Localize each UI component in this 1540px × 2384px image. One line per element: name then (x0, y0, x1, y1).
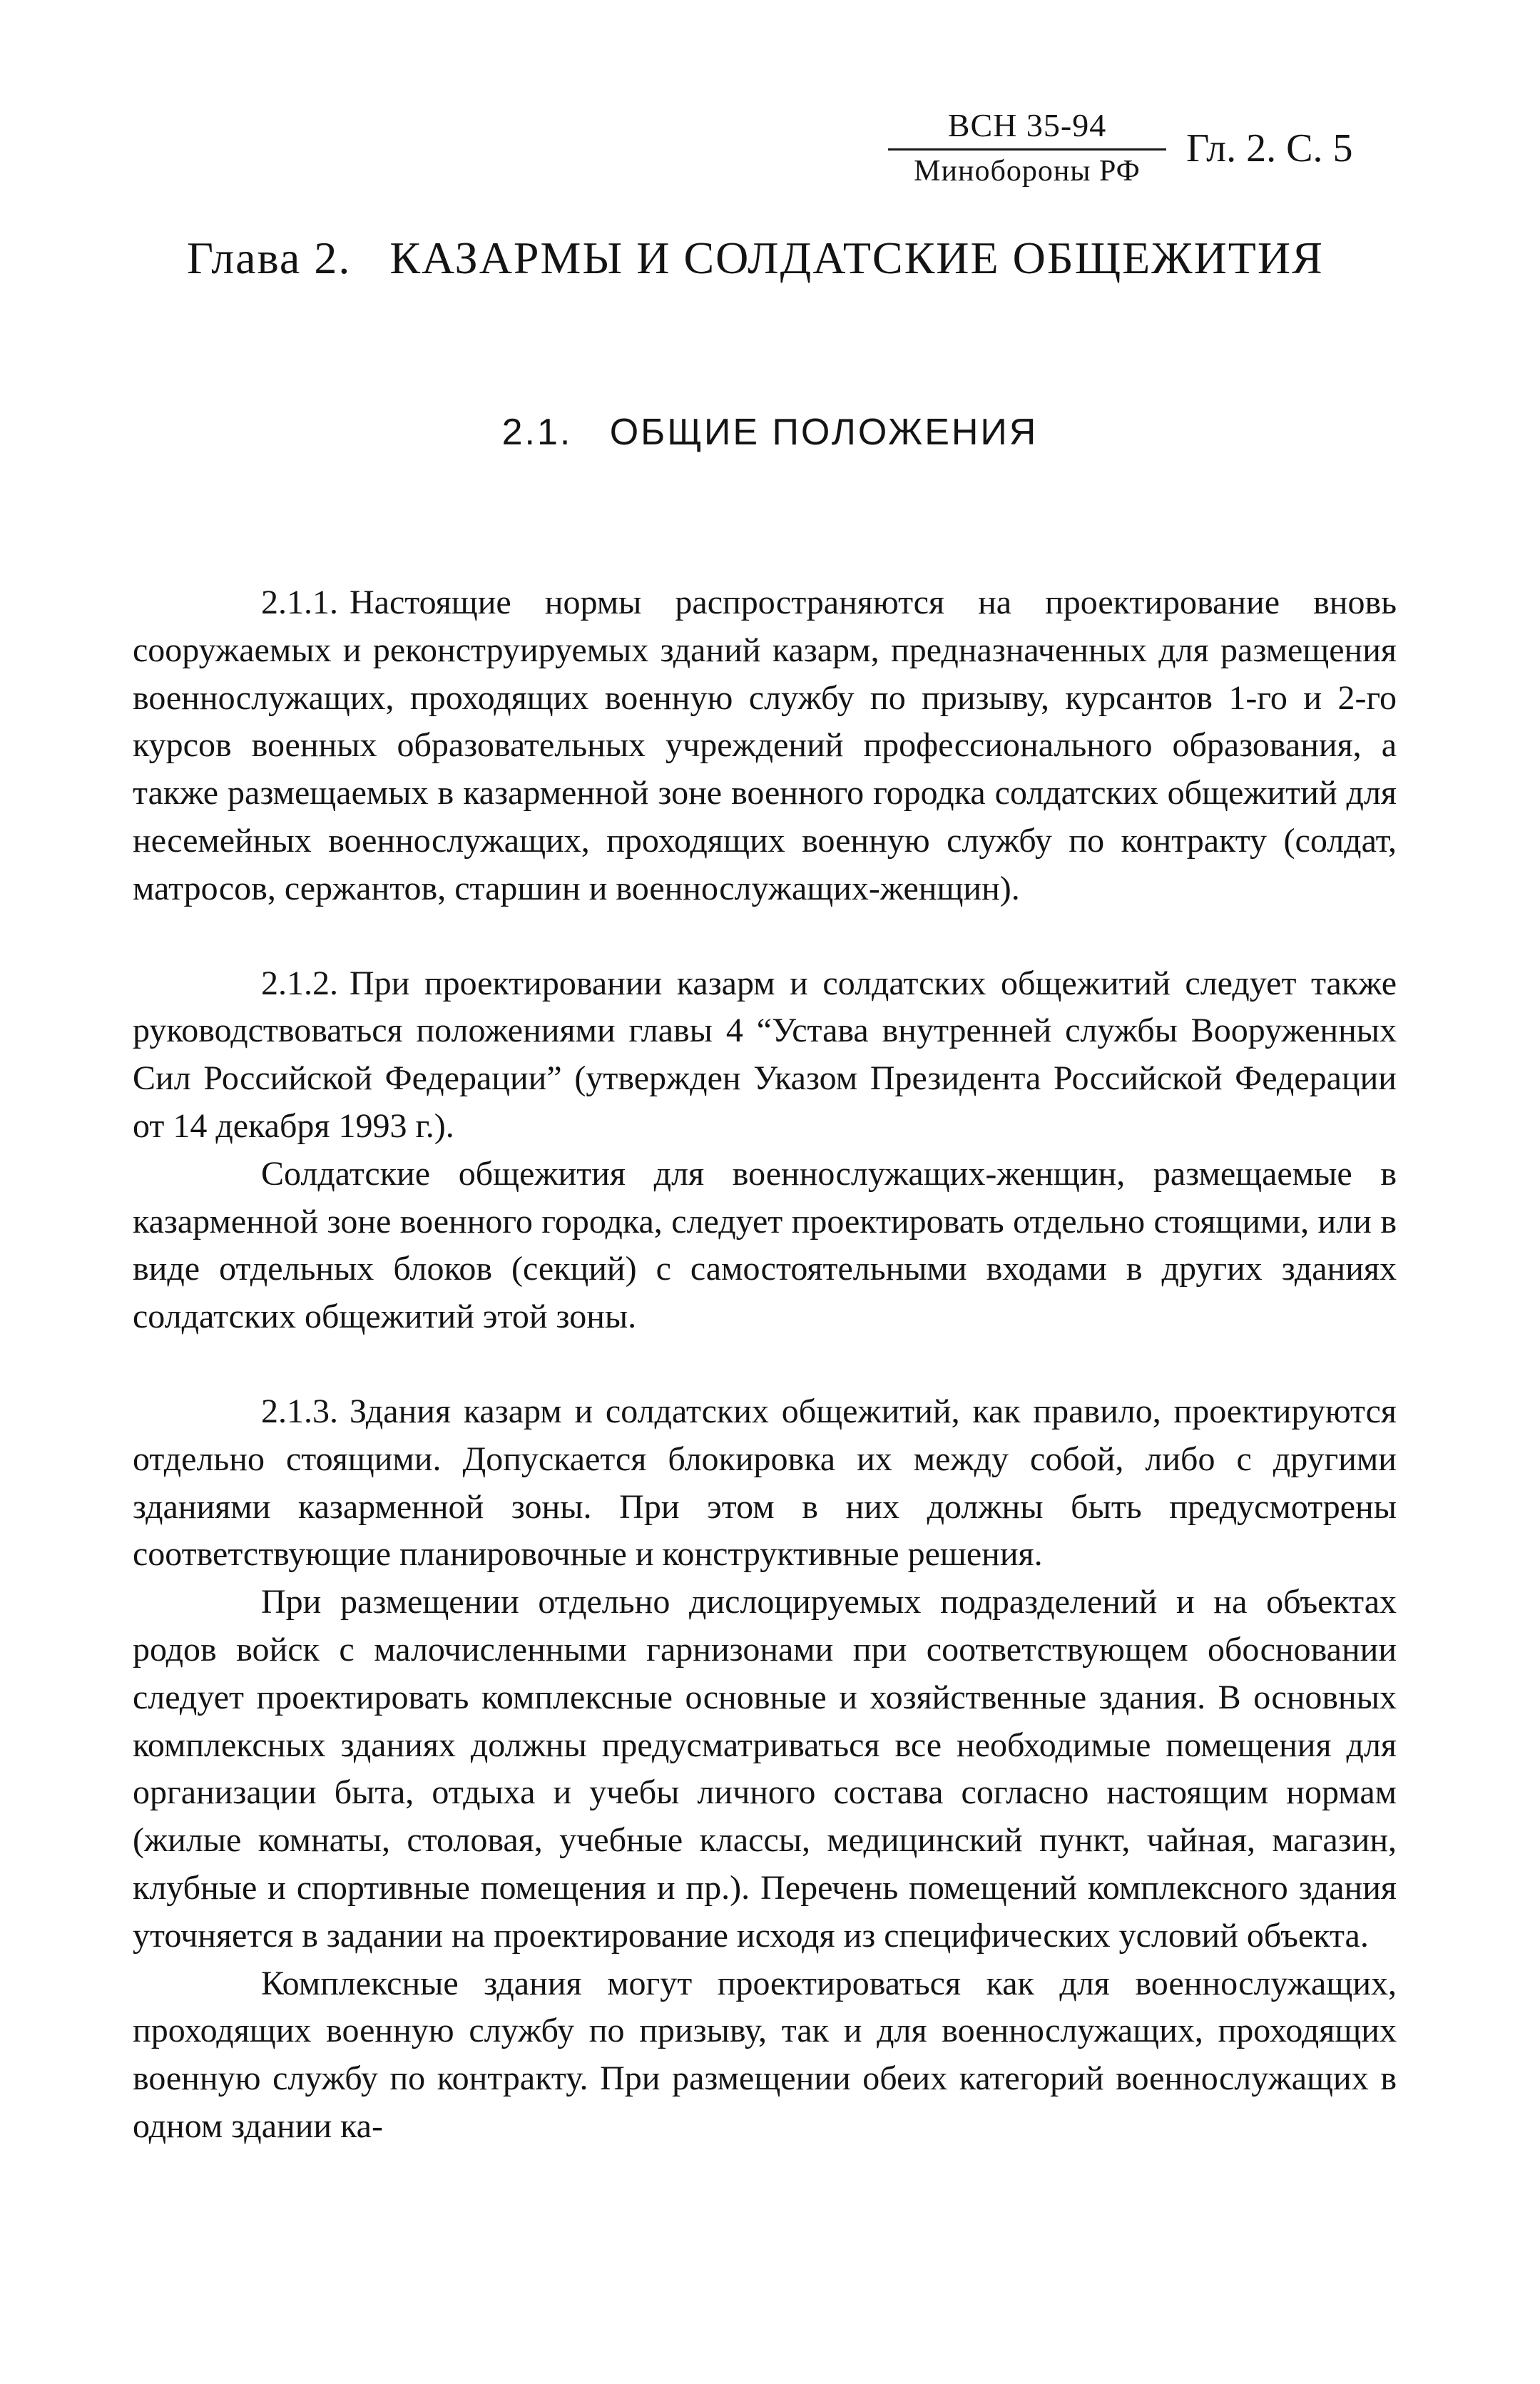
paragraph-text: Здания казарм и солдатских общежитий, как правило, проектируются отдельно стоящими. Допускается блокировка их между собой, либо с другими зданиями казарменной зоны. При этом в них должны быть предусмотрены соответствующие планировочные и конструктивные решения. (133, 1392, 1397, 1574)
paragraph-text: При размещении отдельно дислоцируемых подразделений и на объектах родов войск с малочисленными гарнизонами при соответствующем обосновании следует проектировать комплексные основные и хозяйственные здания. В основных комплексных зданиях должны предусматриваться все необходимые помещения для организации быта, отдыха и учебы личного состава согласно настоящим нормам (жилые комнаты, столовая, учебные классы, медицинский пункт, чайная, магазин, клубные и спортивные помещения и пр.). Перечень помещений комплексного здания уточняется в задании на проектирование исходя из специфических условий объекта. (133, 1583, 1397, 1955)
section-title: ОБЩИЕ ПОЛОЖЕНИЯ (609, 412, 1039, 453)
section-number: 2.1. (501, 412, 573, 453)
document-code: ВСН 35-94 (947, 107, 1107, 143)
paragraph-2-1-1 (133, 579, 1397, 913)
page-header (888, 106, 1430, 198)
chapter-label: Глава 2. (187, 233, 352, 283)
paragraph-number: 2.1.2. (261, 964, 338, 1002)
paragraph-text: Комплексные здания могут проектироваться как для военнослужащих, проходящих военную службу по призыву, так и для военнослужащих, проходящих военную службу по контракту. При размещении обеих категорий военнослужащих в одном здании ка- (133, 1964, 1397, 2145)
paragraph-2-1-2 (133, 960, 1397, 1151)
header-divider (888, 148, 1166, 151)
paragraph-2-1-3-cont-1 (133, 1579, 1397, 1960)
page-reference: Гл. 2. С. 5 (1186, 126, 1353, 170)
paragraph-text: При проектировании казарм и солдатских общежитий следует также руководствоваться положениями главы 4 “Устава внутренней службы Вооруженных Сил Российской Федерации” (утвержден Указом Президента Российской Федерации от 14 декабря 1993 г.). (133, 964, 1397, 1145)
paragraph-2-1-2-cont (133, 1151, 1397, 1341)
paragraph-2-1-3 (133, 1388, 1397, 1579)
paragraph-2-1-3-cont-2 (133, 1960, 1397, 2151)
chapter-heading (187, 228, 1442, 288)
body-text (133, 579, 1397, 2151)
paragraph-text: Солдатские общежития для военнослужащих-женщин, размещаемые в казарменной зоне военного городка, следует проектировать отдельно стоящими, или в виде отдельных блоков (секций) с самостоятельными входами в других зданиях солдатских общежитий этой зоны. (133, 1154, 1397, 1336)
chapter-title: КАЗАРМЫ И СОЛДАТСКИЕ ОБЩЕЖИТИЯ (389, 233, 1324, 283)
ministry-name: Минобороны РФ (914, 155, 1141, 188)
paragraph-text: Настоящие нормы распространяются на проектирование вновь сооружаемых и реконструируемых зданий казарм, предназначенных для размещения военнослужащих, проходящих военную службу по призыву, курсантов 1-го и 2-го курсов военных образовательных учреждений профессионального образования, а также размещаемых в казарменной зоне военного городка солдатских общежитий для несемейных военнослужащих, проходящих военную службу по контракту (солдат, матросов, сержантов, старшин и военнослужащих-женщин). (133, 584, 1397, 907)
paragraph-number: 2.1.3. (261, 1392, 338, 1430)
section-heading (0, 407, 1540, 458)
paragraph-number: 2.1.1. (261, 584, 338, 621)
